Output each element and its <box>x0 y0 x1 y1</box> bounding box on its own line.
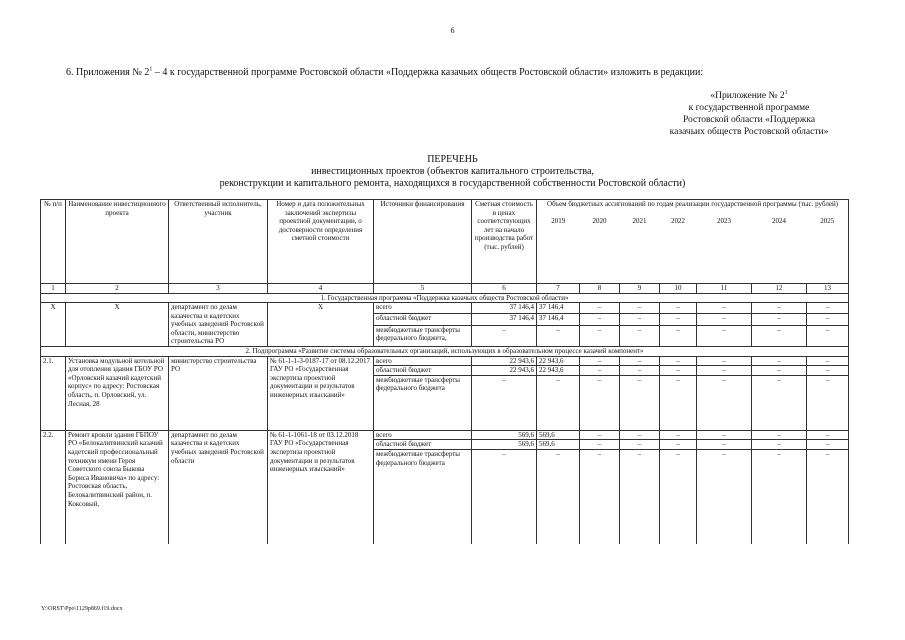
column-numbers-row <box>41 283 849 293</box>
header-year: 2022 <box>660 217 697 283</box>
cost-value: – <box>472 375 537 430</box>
cost-value: 569,6 <box>472 430 537 440</box>
source-label: межбюджетные трансферты федерального бюджета <box>374 375 472 430</box>
year-value: – <box>537 450 580 544</box>
cost-value: 37 146,4 <box>472 314 537 325</box>
header-cost: Сметная стоимость в ценах соответствующих лет на начало производства работ (тыс. рублей) <box>472 200 537 284</box>
year-value: – <box>580 450 620 544</box>
year-value: – <box>697 375 752 430</box>
year-value: – <box>620 325 660 346</box>
appendix-header <box>639 90 859 138</box>
year-value: – <box>752 314 807 325</box>
intro-suffix: – 4 к государственной программе Ростовской области «Поддержка казачьих обществ Ростовской области» изложить в редакции: <box>152 67 704 78</box>
header-year: 2024 <box>752 217 807 283</box>
year-value: – <box>752 356 807 366</box>
year-value: – <box>807 440 849 450</box>
year-value: – <box>660 303 697 314</box>
year-value: – <box>807 356 849 366</box>
year-value: – <box>580 430 620 440</box>
appendix-line-4: казачьих обществ Ростовской области» <box>669 127 829 137</box>
col-number: 6 <box>472 283 537 293</box>
col-number: 5 <box>374 283 472 293</box>
cost-value: 22 943,6 <box>472 366 537 376</box>
year-value: – <box>660 440 697 450</box>
project-executor: департамент по делам казачества и кадетских учебных заведений Ростовской области, министерство строительства РО <box>169 303 268 347</box>
year-value: – <box>620 430 660 440</box>
document-title <box>0 154 905 190</box>
year-value: 22 943,6 <box>537 366 580 376</box>
project-expertise: Х <box>268 303 374 347</box>
section-row <box>41 293 849 303</box>
header-year: 2023 <box>697 217 752 283</box>
col-number: 9 <box>620 283 660 293</box>
col-number: 2 <box>66 283 169 293</box>
year-value: – <box>697 430 752 440</box>
year-value: – <box>660 314 697 325</box>
year-value: 37 146,4 <box>537 314 580 325</box>
col-number: 7 <box>537 283 580 293</box>
header-executor: Ответственный исполнитель, участник <box>169 200 268 284</box>
year-value: – <box>580 325 620 346</box>
year-value: – <box>620 314 660 325</box>
source-label: областной бюджет <box>374 314 472 325</box>
project-name: Ремонт кровли здания ГБПОУ РО «Белокалитвинский казачий кадетский профессиональный техникум имени Героя Советского союза Быкова Бориса Ивановича» по адресу: Ростовская область, Белокалитвинский район, п. Коксовый, <box>66 430 169 543</box>
year-value: 37 146,4 <box>537 303 580 314</box>
year-value: – <box>807 314 849 325</box>
year-value: – <box>620 440 660 450</box>
file-path-footer: Y:\ORST\Ppo\1129p869.f19.docx <box>41 606 123 612</box>
header-year: 2020 <box>580 217 620 283</box>
project-2-2-row-total <box>41 430 849 440</box>
year-value: – <box>580 314 620 325</box>
header-num: № п/п <box>41 200 66 284</box>
header-budget: Объем бюджетных ассигнований по годам реализации государственной программы (тыс. рублей) <box>537 200 849 218</box>
year-value: – <box>752 325 807 346</box>
year-value: – <box>752 450 807 544</box>
year-value: – <box>660 375 697 430</box>
col-number: 11 <box>697 283 752 293</box>
year-value: – <box>697 366 752 376</box>
source-label: областной бюджет <box>374 366 472 376</box>
appendix-line-2: к государственной программе <box>688 103 810 113</box>
cost-value: 22 943,6 <box>472 356 537 366</box>
col-number: 10 <box>660 283 697 293</box>
year-value: – <box>580 356 620 366</box>
row-num: 2.1. <box>41 356 66 430</box>
source-label: областной бюджет <box>374 440 472 450</box>
appendix-title: «Приложение № 2 <box>710 91 785 101</box>
project-name: Х <box>66 303 169 347</box>
year-value: – <box>620 366 660 376</box>
year-value: – <box>537 325 580 346</box>
intro-paragraph <box>66 67 703 78</box>
year-value: – <box>580 375 620 430</box>
year-value: – <box>807 450 849 544</box>
cost-value: – <box>472 450 537 544</box>
year-value: – <box>660 356 697 366</box>
intro-sup: 1 <box>149 66 153 73</box>
col-number: 3 <box>169 283 268 293</box>
year-value: – <box>697 440 752 450</box>
year-value: – <box>580 440 620 450</box>
header-name: Наименование инвестиционного проекта <box>66 200 169 284</box>
project-expertise: № 61-1-1061-18 от 03.12.2018 ГАУ РО «Государственная экспертиза проектной документации и результатов инженерных изысканий» <box>268 430 374 543</box>
source-label: всего <box>374 356 472 366</box>
source-label: межбюджетные трансферты федерального бюджета <box>374 450 472 544</box>
title-line-2: реконструкции и капитального ремонта, находящихся в государственной собственности Ростовской области) <box>219 178 686 189</box>
year-value: 569,6 <box>537 440 580 450</box>
project-2-1-row-total <box>41 356 849 366</box>
year-value: – <box>752 430 807 440</box>
year-value: – <box>660 430 697 440</box>
page-number: 6 <box>450 26 455 35</box>
year-value: – <box>807 375 849 430</box>
year-value: – <box>580 366 620 376</box>
header-row <box>41 200 849 218</box>
year-value: – <box>697 303 752 314</box>
year-value: – <box>752 366 807 376</box>
project-name: Установка модульной котельной для отопления здания ГБОУ РО «Орловский казачий кадетский корпус» по адресу: Ростовская область, п. Орловский, ул. Лесная, 28 <box>66 356 169 430</box>
cost-value: 569,6 <box>472 440 537 450</box>
year-value: – <box>752 375 807 430</box>
header-sources: Источники финансирования <box>374 200 472 284</box>
year-value: – <box>807 325 849 346</box>
title-line-1: инвестиционных проектов (объектов капитального строительства, <box>311 166 594 177</box>
year-value: – <box>660 366 697 376</box>
year-value: – <box>620 356 660 366</box>
appendix-line-3: Ростовской области «Поддержка <box>682 115 816 125</box>
year-value: – <box>537 375 580 430</box>
year-value: – <box>697 356 752 366</box>
title-heading: ПЕРЕЧЕНЬ <box>427 154 478 165</box>
year-value: – <box>660 450 697 544</box>
year-value: – <box>620 450 660 544</box>
year-value: 569,6 <box>537 430 580 440</box>
header-year: 2019 <box>537 217 580 283</box>
year-value: – <box>697 450 752 544</box>
section-title: 2. Подпрограмма «Развитие системы образовательных организаций, использующих в образовательном процессе казачий компонент» <box>41 347 849 357</box>
appendix-line-1 <box>639 90 859 102</box>
section-row <box>41 347 849 357</box>
project-expertise: № 61-1-1-3-0187-17 от 08.12.2017 ГАУ РО «Государственная экспертиза проектной документации и результатов инженерных изысканий» <box>268 356 374 430</box>
header-expertise: Номер и дата положительных заключений экспертизы проектной документации, о достоверности определения сметной стоимости <box>268 200 374 284</box>
year-value: – <box>660 325 697 346</box>
section-title: 1. Государственная программа «Поддержка казачьих обществ Ростовской области» <box>41 293 849 303</box>
year-value: – <box>807 366 849 376</box>
row-num: Х <box>41 303 66 347</box>
year-value: – <box>697 314 752 325</box>
intro-prefix: 6. Приложения № 2 <box>66 67 150 78</box>
appendix-sup: 1 <box>784 89 788 96</box>
source-label: всего <box>374 430 472 440</box>
col-number: 1 <box>41 283 66 293</box>
col-number: 13 <box>807 283 849 293</box>
header-year: 2021 <box>620 217 660 283</box>
row-num: 2.2. <box>41 430 66 543</box>
year-value: 22 943,6 <box>537 356 580 366</box>
year-value: – <box>620 375 660 430</box>
source-label: межбюджетные трансферты федерального бюджета, <box>374 325 472 346</box>
year-value: – <box>697 325 752 346</box>
year-value: – <box>580 303 620 314</box>
col-number: 12 <box>752 283 807 293</box>
header-year: 2025 <box>807 217 849 283</box>
cost-value: – <box>472 325 537 346</box>
year-value: – <box>807 430 849 440</box>
col-number: 4 <box>268 283 374 293</box>
year-value: – <box>752 440 807 450</box>
project-executor: министерство строительства РО <box>169 356 268 430</box>
project-executor: департамент по делам казачества и кадетских учебных заведений Ростовской области <box>169 430 268 543</box>
year-value: – <box>807 303 849 314</box>
investment-projects-table <box>40 199 849 544</box>
section1-row-total <box>41 303 849 314</box>
source-label: всего <box>374 303 472 314</box>
year-value: – <box>620 303 660 314</box>
year-value: – <box>752 303 807 314</box>
col-number: 8 <box>580 283 620 293</box>
cost-value: 37 146,4 <box>472 303 537 314</box>
